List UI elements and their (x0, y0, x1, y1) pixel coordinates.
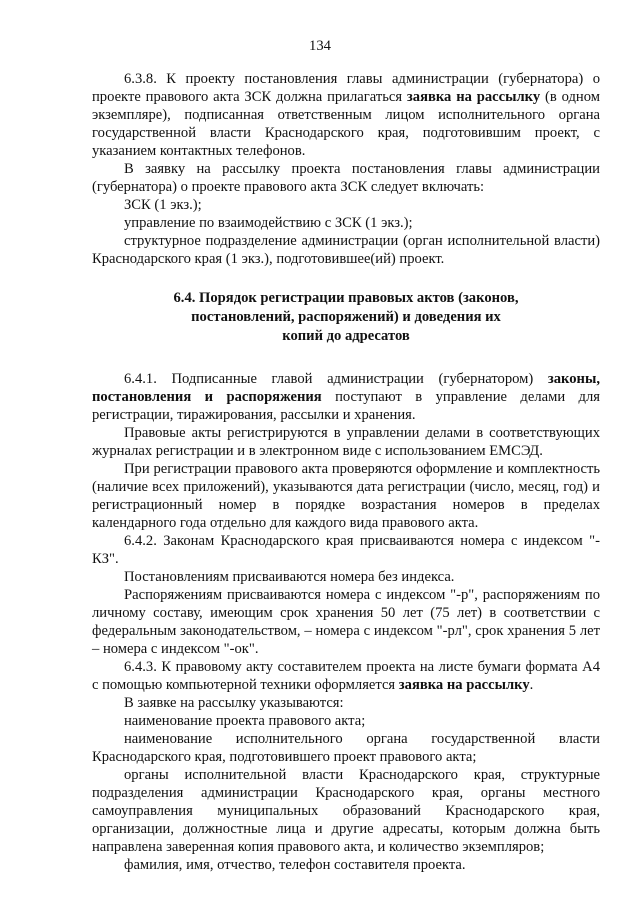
paragraph-orders: Распоряжениям присваиваются номера с индексом "-р", распоряжениям по личному составу, имеющим срок хранения 50 лет (75 лет) в соответствии с федеральным законодательством, – номера с индексом "-рл", срок хранения 5 лет – номера с индексом "-ок". (92, 587, 600, 657)
paragraph-verification: При регистрации правового акта проверяются оформление и комплектность (наличие всех приложений), указываются дата регистрации (число, месяц, год) и регистрационный номер в порядке возрастания номеров в пределах календарного года отдельно для каждого вида правового акта. (92, 461, 600, 531)
paragraph-6-4-1 (92, 370, 600, 424)
paragraph-request-contents: В заявку на рассылку проекта постановления главы администрации (губернатора) о проекте правового акта ЗСК следует включать: (92, 161, 600, 195)
document-body (92, 70, 600, 874)
paragraph-6-4-3 (92, 658, 600, 694)
list-item: фамилия, имя, отчество, телефон составителя проекта. (124, 857, 466, 873)
paragraph-request-specifies: В заявке на рассылку указываются: (124, 695, 344, 711)
bold-term: законы, постановления и распоряжения (92, 371, 600, 405)
bold-term: заявка на рассылку (406, 89, 541, 105)
list-item: органы исполнительной власти Краснодарского края, структурные подразделения администрации Краснодарского края, органы местного самоуправления муниципальных образований Краснодарского края, организации, должностные лица и другие адресаты, которым должна быть направлена заверенная копия правового акта, и количество экземпляров; (92, 767, 600, 855)
bold-term: заявка на рассылку (398, 677, 530, 693)
paragraph-text: 6.4.1. Подписанные главой администрации (губернатором) (124, 371, 548, 387)
list-item: наименование проекта правового акта; (124, 713, 366, 729)
heading-line: постановлений, распоряжений) и доведения их (191, 309, 501, 325)
paragraph-6-3-8 (92, 70, 600, 160)
paragraph-text: . (529, 677, 534, 693)
list-item: наименование исполнительного органа государственной власти Краснодарского края, подготовившего проект правового акта; (92, 731, 600, 765)
page-number: 134 (309, 38, 331, 54)
section-heading (92, 289, 600, 346)
paragraph-registration: Правовые акты регистрируются в управлении делами в соответствующих журналах регистрации и в электронном виде с использованием ЕМСЭД. (92, 425, 600, 459)
heading-line: 6.4. Порядок регистрации правовых актов (законов, (173, 290, 519, 306)
paragraph-text: 6.4.3. К правовому акту составителем проекта на листе бумаги формата А4 с помощью компьютерной техники оформляется (92, 659, 600, 693)
paragraph-6-4-2: 6.4.2. Законам Краснодарского края присваиваются номера с индексом "-КЗ". (92, 533, 600, 567)
paragraph-text: поступают в управление делами для регистрации, тиражирования, рассылки и хранения. (92, 389, 600, 423)
list-item: управление по взаимодействию с ЗСК (1 экз.); (124, 215, 413, 231)
list-item: ЗСК (1 экз.); (124, 197, 202, 213)
paragraph-text: 6.3.8. К проекту постановления главы администрации (губернатора) о проекте правового акта ЗСК должна прилагаться (92, 71, 600, 105)
paragraph-text: (в одном экземпляре), подписанная ответственным лицом исполнительного органа государственной власти Краснодарского края, подготовившим проект, с указанием контактных телефонов. (92, 89, 600, 159)
heading-line: копий до адресатов (282, 328, 410, 344)
list-item: структурное подразделение администрации (орган исполнительной власти) Краснодарского края (1 экз.), подготовившее(ий) проект. (92, 233, 600, 267)
paragraph-resolutions: Постановлениям присваиваются номера без индекса. (124, 569, 455, 585)
